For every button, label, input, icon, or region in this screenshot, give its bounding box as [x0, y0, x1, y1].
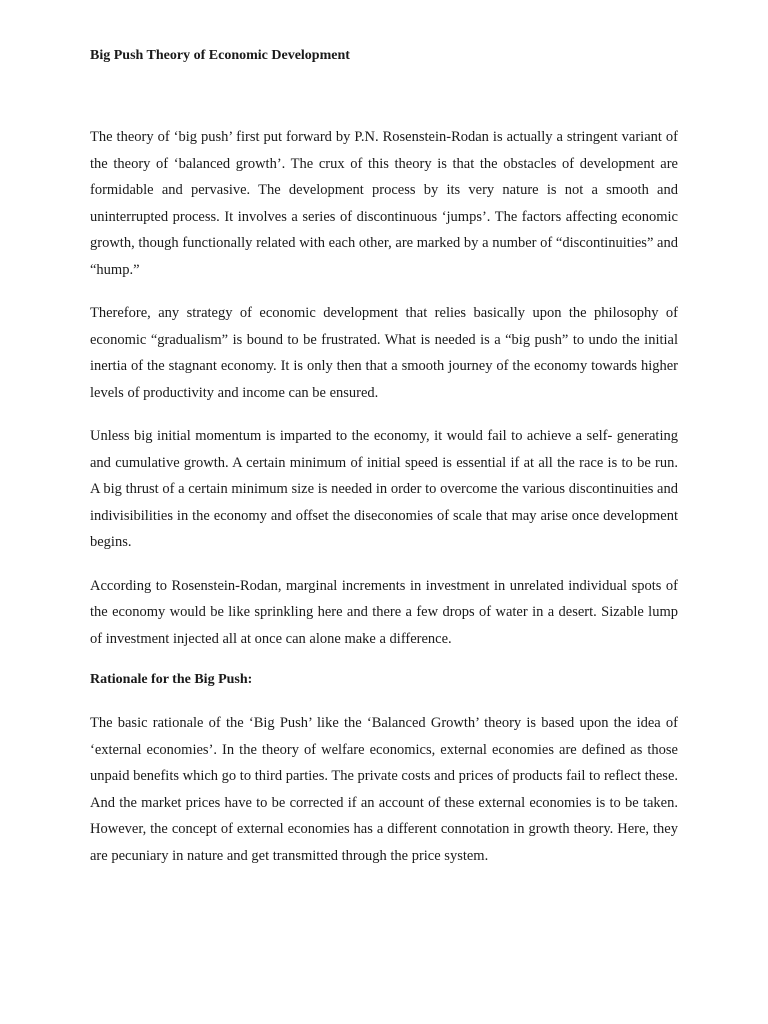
paragraph-gradualism: Therefore, any strategy of economic development that relies basically upon the philosophy of economic “gradualism” is bound to be frustrated. What is needed is a “big push” to undo the initial inertia of the stagnant economy. It is only then that a smooth journey of the economy towards higher levels of productivity and income can be ensured. — [90, 305, 678, 401]
paragraph-rationale: The basic rationale of the ‘Big Push’ like the ‘Balanced Growth’ theory is based upon the idea of ‘external economies’. In the theory of welfare economics, external economies are defined as those unpaid benefits which go to third parties. The private costs and prices of products fail to reflect these. And the market prices have to be corrected if an account of these external economies is to be taken. However, the concept of external economies has a different connotation in growth theory. Here, they are pecuniary in nature and get transmitted through the price system. — [90, 715, 679, 864]
paragraph-big-push-intro: The theory of ‘big push’ first put forward by P.N. Rosenstein-Rodan is actually a stringent variant of the theory of ‘balanced growth’. The crux of this theory is that the obstacles of development are formidable and pervasive. The development process by its very nature is not a smooth and uninterrupted process. It involves a series of discontinuous ‘jumps’. The factors affecting economic growth, though functionally related with each other, are marked by a number of “discontinuities” and “hump.” — [90, 129, 678, 278]
paragraph-marginal-increments: According to Rosenstein-Rodan, marginal increments in investment in unrelated individual spots of the economy would be like sprinkling here and there a few drops of water in a desert. Sizable lump of investment injected all at once can alone make a difference. — [90, 577, 678, 647]
paragraph-initial-momentum: Unless big initial momentum is imparted to the economy, it would fail to achieve a self- generating and cumulative growth. A certain minimum of initial speed is essential if at all the race is to be run. A big thrust of a certain minimum size is needed in order to overcome the various discontinuities and indivisibilities in the economy and offset the diseconomies of scale that may arise once development begins. — [90, 428, 678, 550]
document-title: Big Push Theory of Economic Development — [90, 48, 350, 63]
section-heading-rationale: Rationale for the Big Push: — [90, 672, 253, 687]
